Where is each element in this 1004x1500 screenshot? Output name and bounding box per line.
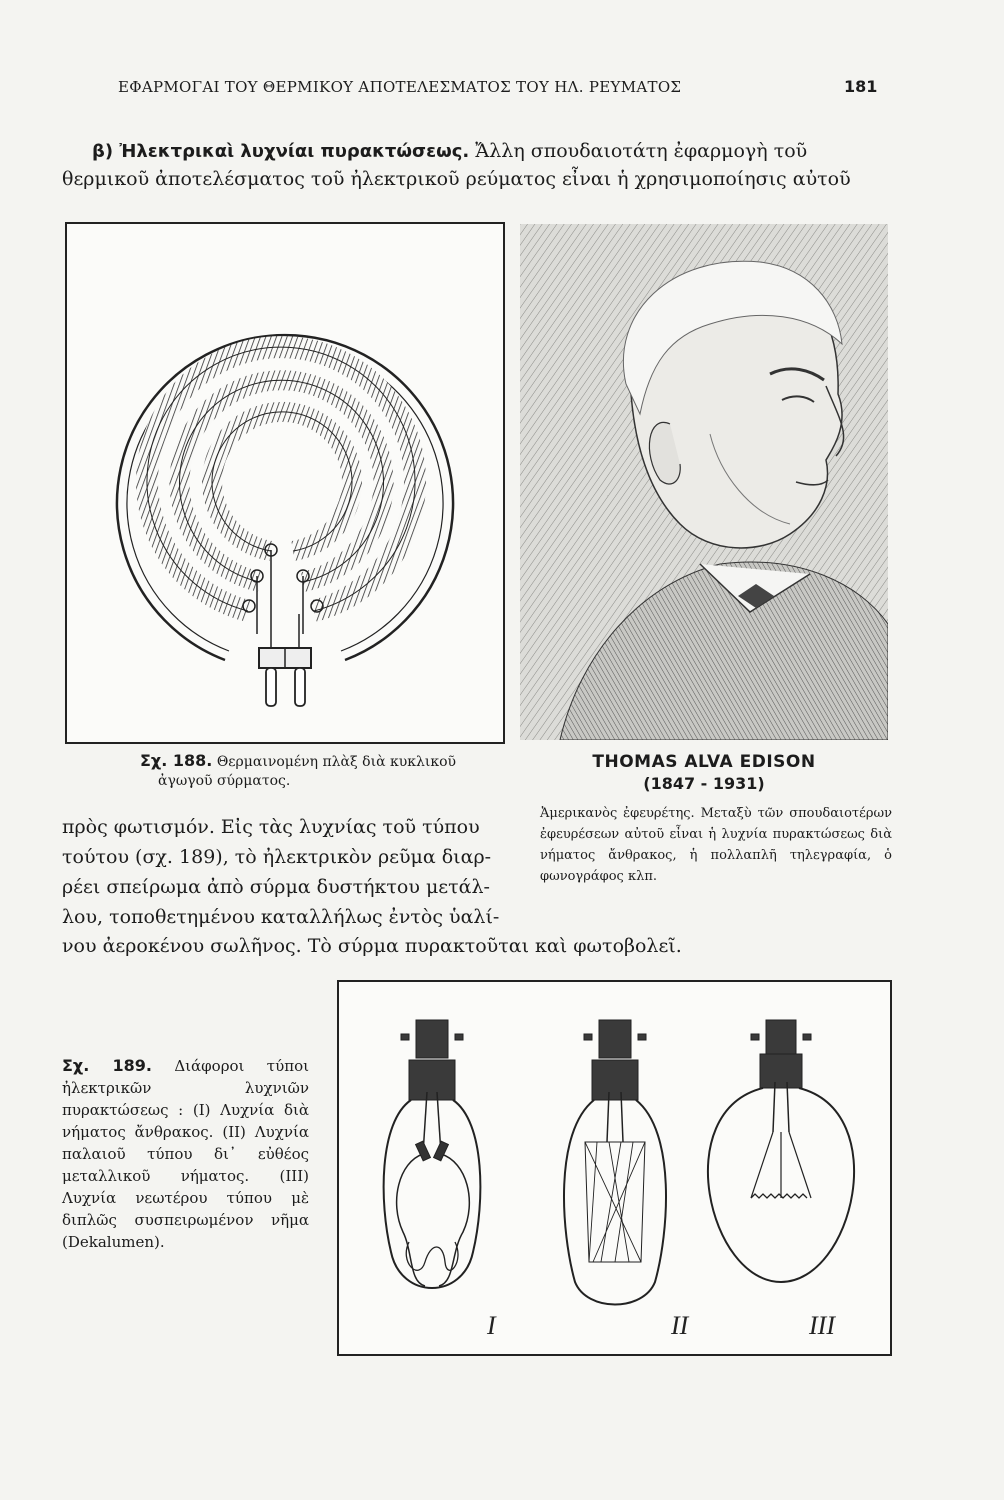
edison-description: Ἀμερικανὸς ἐφευρέτης. Μεταξὺ τῶν σπουδαιοτέρων ἐφευρέσεων αὐτοῦ εἶναι ἡ λυχνία πυρακτώσεως διὰ νήματος ἄνθρακος, ἡ πολλαπλῆ τηλεγραφία, ὁ φωνογράφος κλπ.: [540, 806, 892, 884]
intro-line-2: θερμικοῦ ἀποτελέσματος τοῦ ἠλεκτρικοῦ ρεύματος εἶναι ἡ χρησιμοποίησις αὐτοῦ: [62, 168, 851, 190]
lamp-2: [564, 1020, 690, 1340]
edison-portrait-drawing: [520, 224, 888, 740]
section-intro-line: [92, 137, 807, 166]
lamp-1: [384, 1020, 497, 1340]
running-header: ΕΦΑΡΜΟΓΑΙ ΤΟΥ ΘΕΡΜΙΚΟΥ ΑΠΟΤΕΛΕΣΜΑΤΟΣ ΤΟΥ ΗΛ. ΡΕΥΜΑΤΟΣ: [118, 78, 682, 96]
edison-years: (1847 - 1931): [643, 774, 765, 793]
figure-188-heating-plate: [65, 222, 505, 744]
section-heading: β) Ἠλεκτρικαὶ λυχνίαι πυρακτώσεως.: [92, 141, 470, 162]
figure-189-caption-text: Διάφοροι τύποι ἠλεκτρικῶν λυχνιῶν πυρακτώσεως : (I) Λυχνία διὰ νήματος ἄνθρακος. (II) Λυχνία παλαιοῦ τύπου δι᾿ εὐθέος μεταλλικοῦ νήματος. (III) Λυχνία νεωτέρου τύπου μὲ διπλῶς συσπειρωμένον νῆμα (Dekalumen).: [62, 1057, 309, 1251]
paragraph-line-4: λου, τοποθετημένου καταλλήλως ἐντὸς ὑαλί-: [62, 906, 500, 928]
edison-portrait: [520, 224, 888, 740]
figure-188-caption-line1: Θερμαινομένη πλὰξ διὰ κυκλικοῦ: [216, 754, 457, 770]
figure-188-label: Σχ. 188.: [140, 751, 213, 770]
lamps-drawing: [339, 982, 890, 1354]
figure-189-lamps: [337, 980, 892, 1356]
paragraph-last-line: νου ἀεροκένου σωλῆνος. Τὸ σύρμα πυρακτοῦται καὶ φωτοβολεῖ.: [62, 935, 682, 957]
page-number: 181: [844, 77, 878, 96]
lamp-label-3: III: [809, 1311, 835, 1340]
paragraph-line-2: τούτου (σχ. 189), τὸ ἠλεκτρικὸν ρεῦμα διαρ-: [62, 846, 492, 868]
lamp-label-1: I: [487, 1311, 496, 1340]
heating-plate-drawing: [67, 224, 503, 742]
edison-name: THOMAS ALVA EDISON: [592, 752, 816, 772]
figure-189-label: Σχ. 189.: [62, 1056, 152, 1075]
lamp-3: [708, 1020, 854, 1340]
figure-189-caption: [62, 1055, 309, 1253]
lamp-label-2: II: [671, 1311, 689, 1340]
figure-188-caption-line2: ἀγωγοῦ σύρματος.: [158, 773, 291, 789]
paragraph-line-1: πρὸς φωτισμόν. Εἰς τὰς λυχνίας τοῦ τύπου: [62, 816, 480, 838]
paragraph-line-3: ρέει σπείρωμα ἀπὸ σύρμα δυστήκτου μετάλ-: [62, 876, 490, 898]
intro-text: Ἄλλη σπουδαιοτάτη ἐφαρμογὴ τοῦ: [475, 140, 808, 162]
figure-188-caption: [140, 751, 500, 791]
